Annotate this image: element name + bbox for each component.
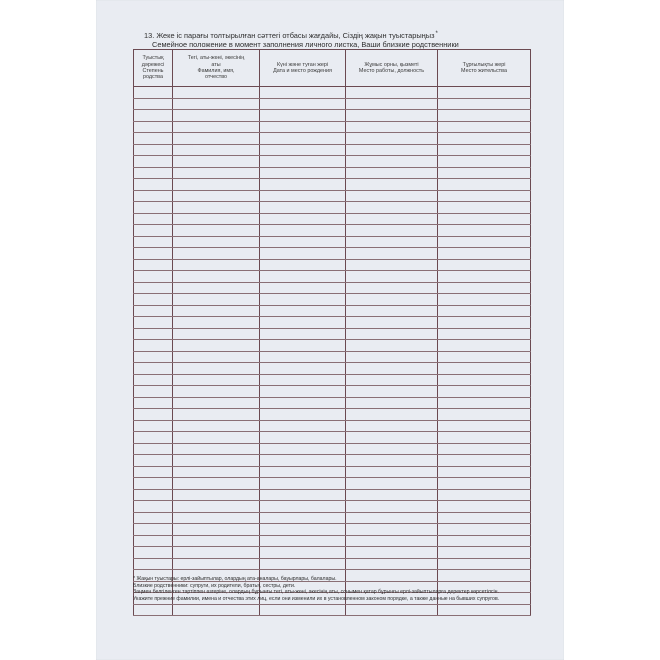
table-cell bbox=[134, 363, 173, 375]
table-cell bbox=[346, 167, 438, 179]
table-cell bbox=[260, 489, 346, 501]
table-cell bbox=[260, 259, 346, 271]
table-cell bbox=[173, 202, 260, 214]
table-cell bbox=[173, 133, 260, 145]
table-cell bbox=[173, 156, 260, 168]
table-cell bbox=[346, 110, 438, 122]
table-cell bbox=[438, 466, 531, 478]
table-cell bbox=[346, 363, 438, 375]
table-cell bbox=[173, 225, 260, 237]
table-cell bbox=[173, 167, 260, 179]
table-cell bbox=[346, 179, 438, 191]
table-cell bbox=[173, 340, 260, 352]
table-cell bbox=[134, 225, 173, 237]
table-cell bbox=[438, 535, 531, 547]
table-cell bbox=[438, 110, 531, 122]
table-cell bbox=[173, 478, 260, 490]
table-cell bbox=[173, 512, 260, 524]
table-cell bbox=[260, 604, 346, 616]
table-cell bbox=[438, 202, 531, 214]
footnote-kz-instructions: Заңмен белгіленген тəртіппен өзгерiне, олардың бұрынғы тегі, аты-жөні, əкесінің аты, сонымен қатар бұрынғы ерлі-зайыптыларға деректер көрсетілсін. bbox=[133, 589, 499, 596]
table-cell bbox=[346, 397, 438, 409]
table-row bbox=[134, 489, 531, 501]
table-cell bbox=[346, 455, 438, 467]
table-cell bbox=[438, 386, 531, 398]
table-cell bbox=[134, 535, 173, 547]
table-cell bbox=[346, 271, 438, 283]
table-cell bbox=[438, 236, 531, 248]
table-cell bbox=[134, 512, 173, 524]
table-cell bbox=[346, 478, 438, 490]
table-cell bbox=[438, 305, 531, 317]
table-cell bbox=[438, 374, 531, 386]
table-cell bbox=[173, 282, 260, 294]
table-row bbox=[134, 547, 531, 559]
table-cell bbox=[260, 167, 346, 179]
table-row bbox=[134, 535, 531, 547]
table-cell bbox=[134, 466, 173, 478]
table-cell bbox=[134, 271, 173, 283]
footnote-kz-relatives: * Жақын туыстары: ерлі-зайыптылар, олардың ата-аналары, бауырлары, балалары. bbox=[133, 576, 337, 582]
column-header-residence bbox=[438, 50, 531, 87]
table-cell bbox=[173, 432, 260, 444]
column-header-full-name bbox=[173, 50, 260, 87]
table-row bbox=[134, 225, 531, 237]
table-cell bbox=[346, 87, 438, 99]
table-cell bbox=[260, 466, 346, 478]
table-cell bbox=[438, 282, 531, 294]
table-cell bbox=[346, 340, 438, 352]
table-cell bbox=[346, 156, 438, 168]
table-cell bbox=[438, 409, 531, 421]
table-row bbox=[134, 305, 531, 317]
column-header-line: Место жительства bbox=[461, 68, 507, 74]
table-cell bbox=[260, 121, 346, 133]
table-cell bbox=[134, 478, 173, 490]
table-row bbox=[134, 420, 531, 432]
column-header-line: Фамилия, имя, bbox=[197, 68, 235, 74]
table-cell bbox=[260, 87, 346, 99]
table-cell bbox=[346, 248, 438, 260]
table-cell bbox=[260, 351, 346, 363]
section-heading-kz bbox=[144, 30, 459, 40]
table-cell bbox=[346, 328, 438, 340]
table-cell bbox=[173, 259, 260, 271]
table-cell bbox=[173, 547, 260, 559]
column-header-line: Тегі, аты-жөні, əкесінің bbox=[187, 55, 245, 62]
table-cell bbox=[134, 524, 173, 536]
table-row bbox=[134, 409, 531, 421]
table-row bbox=[134, 604, 531, 616]
table-row bbox=[134, 236, 531, 248]
table-cell bbox=[260, 213, 346, 225]
table-cell bbox=[438, 524, 531, 536]
table-cell bbox=[260, 547, 346, 559]
table-cell bbox=[260, 294, 346, 306]
column-header-line: Место работы, должность bbox=[358, 68, 425, 74]
section-heading bbox=[144, 30, 459, 49]
table-cell bbox=[346, 121, 438, 133]
table-cell bbox=[173, 351, 260, 363]
table-row bbox=[134, 558, 531, 570]
table-cell bbox=[346, 294, 438, 306]
table-cell bbox=[346, 501, 438, 513]
table-row bbox=[134, 363, 531, 375]
table-cell bbox=[346, 535, 438, 547]
table-cell bbox=[134, 98, 173, 110]
table-cell bbox=[346, 558, 438, 570]
table-cell bbox=[438, 340, 531, 352]
table-cell bbox=[134, 294, 173, 306]
table-row bbox=[134, 524, 531, 536]
table-row bbox=[134, 455, 531, 467]
table-cell bbox=[134, 397, 173, 409]
table-cell bbox=[173, 294, 260, 306]
column-header-birth bbox=[260, 50, 346, 87]
table-cell bbox=[438, 167, 531, 179]
table-cell bbox=[173, 317, 260, 329]
table-cell bbox=[260, 386, 346, 398]
table-cell bbox=[438, 156, 531, 168]
table-cell bbox=[173, 397, 260, 409]
table-cell bbox=[173, 455, 260, 467]
table-cell bbox=[438, 328, 531, 340]
table-cell bbox=[260, 202, 346, 214]
table-row bbox=[134, 271, 531, 283]
table-cell bbox=[134, 282, 173, 294]
table-cell bbox=[173, 328, 260, 340]
table-cell bbox=[260, 524, 346, 536]
table-row bbox=[134, 110, 531, 122]
footnote-ru-instructions: Укажите прежние фамилии, имена и отчества этих лиц, если они изменили их в установленном законом порядке, а также данные на бывших супругов. bbox=[133, 595, 500, 602]
column-header-line: отчество bbox=[204, 74, 228, 81]
table-cell bbox=[346, 443, 438, 455]
table-cell bbox=[438, 271, 531, 283]
table-cell bbox=[260, 340, 346, 352]
column-header-work bbox=[346, 50, 438, 87]
table-cell bbox=[260, 478, 346, 490]
table-cell bbox=[438, 558, 531, 570]
table-cell bbox=[438, 478, 531, 490]
column-header-line: Тұрғылықты жері bbox=[462, 61, 506, 68]
table-row bbox=[134, 259, 531, 271]
table-cell bbox=[173, 409, 260, 421]
table-cell bbox=[173, 121, 260, 133]
table-cell bbox=[134, 489, 173, 501]
table-cell bbox=[346, 524, 438, 536]
table-cell bbox=[438, 351, 531, 363]
table-cell bbox=[260, 455, 346, 467]
table-cell bbox=[134, 259, 173, 271]
table-cell bbox=[134, 340, 173, 352]
table-cell bbox=[438, 432, 531, 444]
table-cell bbox=[134, 432, 173, 444]
table-cell bbox=[173, 524, 260, 536]
table-row bbox=[134, 340, 531, 352]
table-row bbox=[134, 397, 531, 409]
table-cell bbox=[134, 409, 173, 421]
table-cell bbox=[134, 144, 173, 156]
table-cell bbox=[173, 190, 260, 202]
table-cell bbox=[134, 87, 173, 99]
relatives-table bbox=[133, 49, 531, 616]
table-cell bbox=[346, 190, 438, 202]
table-row bbox=[134, 156, 531, 168]
table-row bbox=[134, 501, 531, 513]
table-cell bbox=[260, 282, 346, 294]
table-row bbox=[134, 190, 531, 202]
table-cell bbox=[438, 397, 531, 409]
table-cell bbox=[438, 133, 531, 145]
table-cell bbox=[346, 351, 438, 363]
table-row bbox=[134, 386, 531, 398]
section-heading-ru: Семейное положение в момент заполнения личного листка, Ваши близкие родственники bbox=[152, 40, 459, 49]
table-row bbox=[134, 144, 531, 156]
table-cell bbox=[438, 420, 531, 432]
table-cell bbox=[260, 409, 346, 421]
table-cell bbox=[346, 466, 438, 478]
table-cell bbox=[173, 305, 260, 317]
table-cell bbox=[260, 317, 346, 329]
table-cell bbox=[260, 144, 346, 156]
table-cell bbox=[173, 374, 260, 386]
table-row bbox=[134, 432, 531, 444]
table-cell bbox=[134, 236, 173, 248]
table-cell bbox=[173, 443, 260, 455]
table-row bbox=[134, 466, 531, 478]
table-row bbox=[134, 213, 531, 225]
table-row bbox=[134, 317, 531, 329]
table-row bbox=[134, 282, 531, 294]
column-header-kinship bbox=[134, 50, 173, 87]
table-header-row bbox=[134, 50, 531, 87]
table-cell bbox=[134, 386, 173, 398]
table-row bbox=[134, 167, 531, 179]
table-cell bbox=[346, 386, 438, 398]
table-cell bbox=[438, 121, 531, 133]
footnote-mark: * bbox=[435, 31, 438, 37]
table-row bbox=[134, 179, 531, 191]
table-cell bbox=[438, 363, 531, 375]
table-cell bbox=[134, 351, 173, 363]
table-cell bbox=[173, 466, 260, 478]
table-cell bbox=[346, 282, 438, 294]
table-cell bbox=[346, 202, 438, 214]
table-cell bbox=[346, 512, 438, 524]
table-cell bbox=[134, 501, 173, 513]
table-cell bbox=[260, 397, 346, 409]
table-cell bbox=[346, 547, 438, 559]
table-cell bbox=[173, 501, 260, 513]
table-row bbox=[134, 328, 531, 340]
table-cell bbox=[260, 432, 346, 444]
table-cell bbox=[346, 420, 438, 432]
table-cell bbox=[173, 420, 260, 432]
table-cell bbox=[438, 248, 531, 260]
table-row bbox=[134, 87, 531, 99]
table-cell bbox=[438, 225, 531, 237]
table-row bbox=[134, 443, 531, 455]
table-cell bbox=[346, 133, 438, 145]
table-cell bbox=[438, 294, 531, 306]
table-cell bbox=[438, 98, 531, 110]
table-cell bbox=[134, 156, 173, 168]
table-cell bbox=[134, 133, 173, 145]
table-cell bbox=[260, 363, 346, 375]
table-cell bbox=[438, 87, 531, 99]
table-cell bbox=[260, 328, 346, 340]
table-cell bbox=[260, 236, 346, 248]
column-header-line: Дата и место рождения bbox=[273, 68, 332, 74]
table-cell bbox=[260, 225, 346, 237]
table-cell bbox=[173, 179, 260, 191]
table-cell bbox=[438, 604, 531, 616]
section-heading-kz-text: 13. Жеке іс парағы толтырылған сəттегі отбасы жағдайы, Сіздің жақын туыстарыңыз bbox=[144, 31, 435, 40]
table-cell bbox=[134, 455, 173, 467]
table-cell bbox=[260, 443, 346, 455]
column-header-line: родства bbox=[143, 74, 163, 81]
table-cell bbox=[260, 248, 346, 260]
table-cell bbox=[173, 604, 260, 616]
table-cell bbox=[134, 179, 173, 191]
table-cell bbox=[260, 110, 346, 122]
table-cell bbox=[173, 535, 260, 547]
table-cell bbox=[346, 236, 438, 248]
table-cell bbox=[134, 317, 173, 329]
table-cell bbox=[438, 547, 531, 559]
table-cell bbox=[173, 558, 260, 570]
table-cell bbox=[134, 305, 173, 317]
table-cell bbox=[346, 409, 438, 421]
table-cell bbox=[134, 374, 173, 386]
table-cell bbox=[173, 248, 260, 260]
table-row bbox=[134, 248, 531, 260]
table-cell bbox=[346, 604, 438, 616]
table-cell bbox=[438, 259, 531, 271]
table-cell bbox=[260, 179, 346, 191]
table-cell bbox=[260, 420, 346, 432]
table-cell bbox=[260, 512, 346, 524]
table-cell bbox=[134, 604, 173, 616]
table-cell bbox=[346, 144, 438, 156]
column-header-line: дəрежесі bbox=[141, 61, 165, 68]
table-cell bbox=[134, 248, 173, 260]
column-header-line: Жұмыс орны, қызметі bbox=[364, 61, 419, 68]
table-cell bbox=[260, 133, 346, 145]
table-cell bbox=[260, 558, 346, 570]
table-cell bbox=[134, 110, 173, 122]
footnote-ru-relatives: Близкие родственники: супруги, их родители, братья, сестры, дети. bbox=[133, 582, 296, 589]
column-header-line: Күні жəне туған жері bbox=[276, 61, 329, 68]
table-cell bbox=[346, 225, 438, 237]
table-row bbox=[134, 374, 531, 386]
table-row bbox=[134, 351, 531, 363]
table-cell bbox=[134, 328, 173, 340]
table-cell bbox=[173, 110, 260, 122]
table-row bbox=[134, 98, 531, 110]
column-header-line: Степень bbox=[142, 68, 164, 74]
table-cell bbox=[346, 213, 438, 225]
table-cell bbox=[438, 144, 531, 156]
table-cell bbox=[260, 190, 346, 202]
table-cell bbox=[134, 558, 173, 570]
footnote bbox=[133, 576, 533, 602]
table-cell bbox=[173, 386, 260, 398]
column-header-line: Туыстық bbox=[142, 55, 164, 62]
table-cell bbox=[260, 535, 346, 547]
table-cell bbox=[260, 374, 346, 386]
table-cell bbox=[260, 305, 346, 317]
table-cell bbox=[173, 213, 260, 225]
table-cell bbox=[438, 512, 531, 524]
table-row bbox=[134, 121, 531, 133]
table-cell bbox=[134, 202, 173, 214]
table-cell bbox=[260, 501, 346, 513]
table-body bbox=[134, 87, 531, 616]
table-cell bbox=[260, 156, 346, 168]
table-cell bbox=[173, 87, 260, 99]
table-cell bbox=[438, 317, 531, 329]
table-cell bbox=[173, 144, 260, 156]
table-cell bbox=[438, 213, 531, 225]
table-cell bbox=[346, 259, 438, 271]
table-cell bbox=[173, 236, 260, 248]
table-cell bbox=[134, 190, 173, 202]
table-row bbox=[134, 133, 531, 145]
table-cell bbox=[260, 271, 346, 283]
column-header-line: аты bbox=[211, 61, 221, 68]
table-cell bbox=[173, 489, 260, 501]
table-cell bbox=[346, 305, 438, 317]
table-cell bbox=[346, 317, 438, 329]
table-cell bbox=[134, 547, 173, 559]
table-cell bbox=[346, 489, 438, 501]
table-cell bbox=[134, 167, 173, 179]
table-cell bbox=[346, 432, 438, 444]
table-cell bbox=[438, 501, 531, 513]
table-cell bbox=[173, 271, 260, 283]
table-cell bbox=[438, 179, 531, 191]
table-row bbox=[134, 294, 531, 306]
table-row bbox=[134, 478, 531, 490]
table-row bbox=[134, 202, 531, 214]
table-cell bbox=[134, 420, 173, 432]
table-row bbox=[134, 512, 531, 524]
table-cell bbox=[173, 98, 260, 110]
table-cell bbox=[134, 213, 173, 225]
table-cell bbox=[134, 121, 173, 133]
table-cell bbox=[438, 489, 531, 501]
table-cell bbox=[346, 98, 438, 110]
table-cell bbox=[438, 190, 531, 202]
table-cell bbox=[134, 443, 173, 455]
table-cell bbox=[260, 98, 346, 110]
table-cell bbox=[438, 443, 531, 455]
table-cell bbox=[173, 363, 260, 375]
table-cell bbox=[346, 374, 438, 386]
table-cell bbox=[438, 455, 531, 467]
